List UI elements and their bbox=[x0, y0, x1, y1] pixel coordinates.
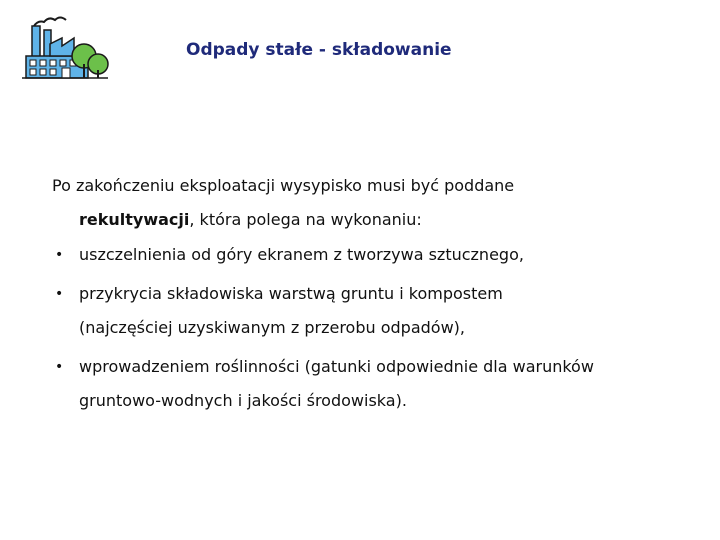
list-item bbox=[52, 357, 702, 411]
intro-line-2 bbox=[52, 210, 702, 230]
bullet-icon: • bbox=[55, 359, 64, 375]
list-item-line: wprowadzeniem roślinności (gatunki odpowiednie dla warunków bbox=[79, 357, 594, 376]
factory-trees-icon bbox=[14, 12, 110, 86]
list-item bbox=[52, 245, 702, 265]
content-body bbox=[52, 176, 702, 430]
intro-bold-term: rekultywacji bbox=[79, 210, 190, 229]
bullet-list bbox=[52, 245, 702, 411]
bullet-icon: • bbox=[55, 247, 64, 263]
page-title: Odpady stałe - składowanie bbox=[186, 40, 452, 60]
bullet-icon: • bbox=[55, 286, 64, 302]
intro-rest: , która polega na wykonaniu: bbox=[189, 210, 422, 229]
list-item-line: uszczelnienia od góry ekranem z tworzywa sztucznego, bbox=[79, 245, 524, 264]
list-item bbox=[52, 284, 702, 338]
list-item-line: przykrycia składowiska warstwą gruntu i kompostem bbox=[79, 284, 503, 303]
list-item-line: gruntowo-wodnych i jakości środowiska). bbox=[79, 391, 407, 410]
list-item-line: (najczęściej uzyskiwanym z przerobu odpadów), bbox=[79, 318, 465, 337]
intro-paragraph bbox=[52, 176, 702, 230]
intro-line-1: Po zakończeniu eksploatacji wysypisko musi być poddane bbox=[52, 176, 515, 195]
